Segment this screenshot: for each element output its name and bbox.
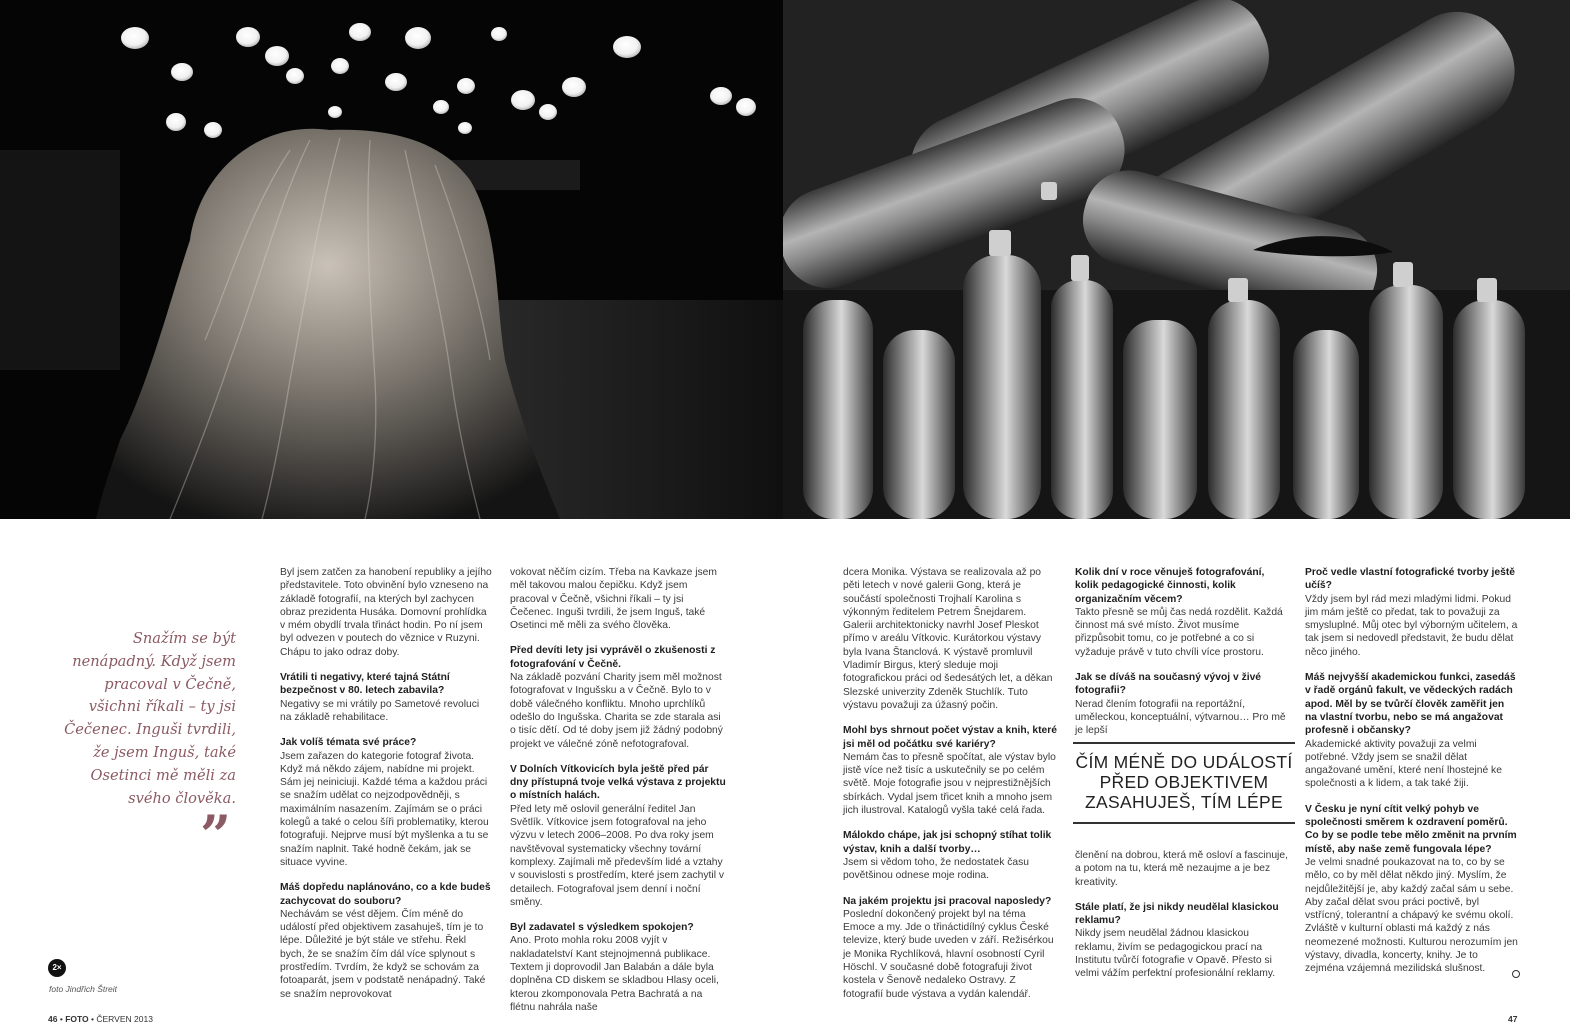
text-column-4-bottom [1075,849,1289,993]
pull-quote: ČÍM MÉNĚ DO UDÁLOSTÍ PŘED OBJEKTIVEM ZASAHUJEŠ, TÍM LÉPE [1073,742,1295,824]
photo-count-badge: 2× [48,959,66,977]
photo-cylinders-graphic [783,0,1570,519]
qa-block: Stále platí, že jsi nikdy neudělal klasickou reklamu? Nikdy jsem neudělal žádnou klasickou reklamu, živím se pedagogickou prací na Institutu tvůrčí fotografie v Opavě. Přesto si velmi vážím perfektní profesionální reklamy. [1075,901,1279,980]
photo-industrial-cylinders [783,0,1570,519]
page-number-left: 46 [48,1014,58,1024]
qa-block: Vrátili ti negativy, které tajná Státní bezpečnost v 80. letech zabavila? Negativy se mi vrátily po Sametové revoluci na základě rehabilitace. [280,672,480,723]
photo-woman-hair-graphic [0,0,783,519]
qa-block: Na jakém projektu jsi pracoval naposledy? Poslední dokončený projekt byl na téma Emoce a my. Jde o třináctidílný cyklus České televize, který bude uveden v září. Režisérkou je Monika Rychlíková, hlavní osobností Cyril Höschl. V současné době fotografuji život kostela v Šenově nedaleko Ostravy. Z fotografií bude výstava a vydán kalendář. [843,895,1054,1000]
qa-block: Kolik dní v roce věnuješ fotografování, kolik pedagogické činnosti, kolik organizačním věcem? Takto přesně se můj čas nedá rozdělit. Každá činnost má své místo. Život musíme přizpůsobit tomu, co je potřebné a co si vyžaduje právě v tuto chvíli více prostoru. [1075,567,1283,658]
text-column-4-top [1075,566,1289,750]
issue-date: ČERVEN 2013 [96,1014,153,1024]
paragraph: členění na dobrou, která mě osloví a fascinuje, a potom na tu, která mě nezaujme a je bez kreativity. [1075,850,1288,888]
footer-separator: • [59,1014,66,1024]
quote-mark-icon: ” [200,803,232,867]
qa-block: V Dolních Vítkovicích byla ještě před pár dny přístupná tvoje velká výstava z projektu o místních halách. Před lety mě oslovil generální ředitel Jan Světlík. Vítkovice jsem fotografoval na jeho výzvu v letech 2006–2008. Po dva roky jsem navštěvoval systematicky všechny tovární komplexy. Zajímali mě především lidé a vztahy v souvislosti s prostředím, které jsem zachytil v detailech. Fotografoval jsem denní i noční směny. [510,763,726,908]
paragraph: Byl jsem zatčen za hanobení republiky a jejího představitele. Toto obvinění bylo vzneseno na základě fotografií, na kterých byl zachycen obraz prezidenta Husáka. Domovní prohlídka v mém obydlí trvala třináct hodin. Po ní jsem byl odvezen v poutech do věznice v Ruzyni. Chápu to jako odraz doby. [280,567,492,658]
side-quote: Snažím se být nenápadný. Když jsem pracoval v Čečně, všichni říkali – ty jsi Čečenec. Inguši tvrdili, že jsem Inguš, také Osetinci mě měli za svého člověka. [64,630,236,807]
magazine-name: FOTO [65,1014,89,1024]
qa-block: V Česku je nyní cítit velký pohyb ve společnosti směrem k ozdravení poměrů. Co by se podle tebe mělo změnit na prvním místě, aby naše země fungovala lépe? Je velmi snadné poukazovat na to, co by se mělo, co by měl dělat někdo jiný. Myslím, že nejdůležitější je, aby každý začal sám u sebe. Aby začal dělat svou práci poctivě, byl vstřícný, tolerantní a chápavý ke svému okolí. Zvláště v kulturní oblasti má každý z nás neomezené možnosti. Kulturou nerozumím jen výstavy, divadla, koncerty, knihy. Je to zejména vzájemná mezilidská slušnost. [1305,803,1518,975]
paragraph: dcera Monika. Výstava se realizovala až po pěti letech v nové galerii Gong, která je součástí společnosti Trojhalí Karolina s výkonným ředitelem Petrem Šnejdarem. Galerii architektonicky navrhl Josef Pleskot přímo v areálu Vítkovic. Kurátorkou výstavy byla Ivana Štanclová. K výstavě promluvil Vladimír Birgus, který sleduje moji fotografickou práci od šedesátých let, a děkan Slezské univerzity Zdeněk Stuchlík. Tuto výstavu považuji za úžasný počin. [843,567,1053,711]
text-column-1 [280,566,492,1013]
qa-block: Před devíti lety jsi vyprávěl o zkušenosti z fotografování v Čečně. Na základě pozvání Charity jsem měl možnost fotografovat v Ingušsku a v Čečně. Bylo to v době válečného konfliktu. Mnoho uprchlíků odešlo do Ingušska. Charita se zde starala asi o tisíc dětí. Od té doby jsem již žádný podobný projekt ve válečné zóně nefotografoval. [510,645,723,750]
text-column-5 [1305,566,1519,988]
page-number-right: 47 [1508,1014,1518,1024]
qa-block: Máš dopředu naplánováno, co a kde budeš zachycovat do souboru? Nechávám se vést dějem. Čím méně do událostí před objektivem zasahuješ, tím je to lépe. Důležité je být stále ve střehu. Řekl bych, že se snažím čím dál více splynout s prostředím. Tvrdím, že když se schovám za fotoaparát, jsem v podstatě nenápadný. Také se snažím neprovokovat [280,882,491,1000]
footer-separator: • [91,1014,97,1024]
qa-block: Jak volíš témata své práce? Jsem zařazen do kategorie fotograf života. Když má někdo zájem, nabídne mi projekt. Sám jej neiniciuji. Každé téma a každou práci se snažím udělat co nejzodpovědněji, s maximálním nasazením. Zajímám se o práci kolegů a také o celou šíři problematiky, kterou fotografuji. Nejprve musí být myšlenka a tu se snažím naplnit. Také hodně čekám, jak se situace vyvine. [280,737,489,868]
photo-woman-hair-bokeh [0,0,783,519]
qa-block: Málokdo chápe, jak jsi schopný stíhat tolik výstav, knih a další tvorby… Jsem si vědom toho, že nedostatek času povětšinou odnese moje rodina. [843,830,1052,882]
qa-block: Jak se díváš na současný vývoj v živé fotografii? Nerad člením fotografii na reportážní, uměleckou, konceptuální, výtvarnou… Pro mě je lepší [1075,672,1286,737]
qa-block: Mohl bys shrnout počet výstav a knih, které jsi měl od počátku své kariéry? Nemám čas to přesně spočítat, ale výstav bylo jistě více než tisíc a uskutečnily se po celém světě. Moje fotografie jsou v nejprestižnějších sbírkách. Vydal jsem třicet knih a mnoho jsem jich ilustroval. Katalogů vyšla také celá řada. [843,725,1058,817]
text-column-2 [510,566,728,1026]
qa-block: Proč vedle vlastní fotografické tvorby ještě učíš? Vždy jsem byl rád mezi mladými lidmi. Pokud jim mám ještě co předat, tak to považuji za smysluplné. Můj otec byl výborným učitelem, a tak jsem si nedovedl představit, že budu dělat něco jiného. [1305,567,1518,658]
photo-credit: foto Jindřich Štreit [49,984,118,994]
paragraph: vokovat něčím cizím. Třeba na Kavkaze jsem měl takovou malou čepičku. Když jsem pracoval v Čečně, všichni říkali – ty jsi Čečenec. Inguši tvrdili, že jsem Inguš, také Osetinci mě měli za svého člověka. [510,567,717,632]
qa-block: Máš nejvyšší akademickou funkci, zasedáš v řadě orgánů fakult, ve vědeckých radách apod. Měl by se tvůrčí člověk zaměřit jen na vlastní tvorbu, nebo se má angažovat profesně i občansky? Akademické aktivity považuji za velmi potřebné. Vždy jsem se snažil dělat angažované umění, které není lhostejné ke společnosti a k lidem, a tak také žiji. [1305,672,1516,790]
qa-block: Byl zadavatel s výsledkem spokojen? Ano. Proto mohla roku 2008 vyjít v nakladatelství Kant stejnojmenná publikace. Textem ji doprovodil Jan Balabán a dále byla doplněna CD diskem se skladbou Hlasy oceli, kterou zkomponovala Petra Bachratá a na flétnu nahrála naše [510,922,719,1013]
article-end-icon [1512,970,1520,978]
footer-left [48,1014,153,1024]
text-column-3 [843,566,1057,1013]
